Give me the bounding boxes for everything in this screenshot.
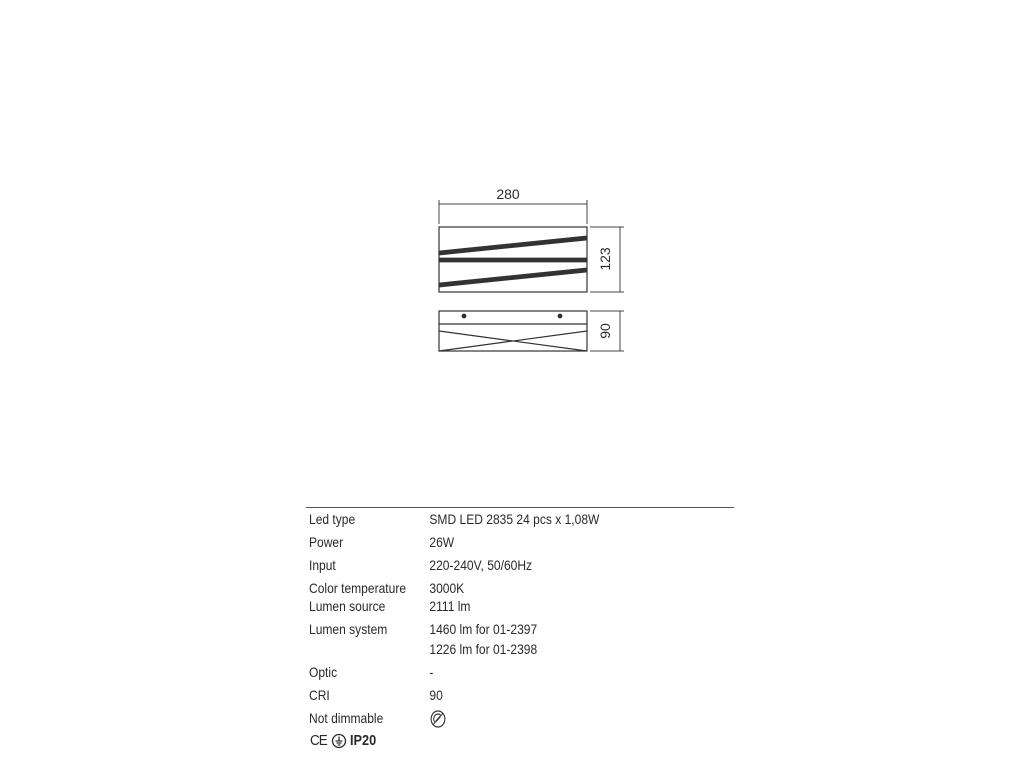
front-view	[439, 227, 587, 292]
spec-label: Color temperature	[309, 580, 407, 596]
spec-value: 26W	[429, 534, 455, 550]
spec-label: Input	[309, 557, 336, 573]
ip-rating: IP20	[349, 732, 377, 749]
spec-label: Power	[309, 534, 344, 550]
width-label: 280	[496, 186, 520, 202]
top-view	[439, 311, 587, 351]
spec-value: 90	[429, 687, 443, 703]
spec-value-list	[429, 620, 537, 658]
spec-row-optic	[309, 663, 670, 681]
spec-label: CRI	[309, 687, 330, 703]
spec-label: Not dimmable	[309, 710, 384, 726]
spec-value: 2111 lm	[429, 598, 471, 614]
depth-label: 90	[597, 323, 613, 339]
ce-mark-icon: CE	[309, 732, 327, 749]
not-dimmable-icon	[429, 709, 446, 729]
spec-value-line: 1226 lm for 01-2398	[429, 641, 538, 657]
spec-divider	[306, 507, 734, 508]
spec-row-power	[309, 533, 670, 551]
spec-row-dimmable	[309, 709, 670, 729]
spec-value: SMD LED 2835 24 pcs x 1,08W	[429, 511, 600, 527]
spec-label: Optic	[309, 664, 338, 680]
width-dimension	[439, 200, 587, 224]
spec-row-color-temperature	[309, 579, 670, 597]
spec-value	[429, 709, 446, 729]
spec-label: Led type	[309, 511, 356, 527]
spec-table	[309, 510, 729, 729]
spec-value: 3000K	[429, 580, 465, 596]
spec-label: Lumen system	[309, 621, 388, 637]
spec-row-lumen-system	[309, 620, 670, 658]
spec-row-led-type	[309, 510, 670, 528]
height-label: 123	[597, 247, 613, 271]
certification-marks	[309, 732, 381, 749]
spec-row-cri	[309, 686, 670, 704]
spec-value: -	[429, 664, 434, 680]
spec-label: Lumen source	[309, 598, 386, 614]
spec-row-lumen-source	[309, 597, 670, 615]
spec-value-line: 1460 lm for 01-2397	[429, 621, 538, 637]
class-1-earth-icon	[331, 733, 347, 749]
spec-row-input	[309, 556, 670, 574]
spec-value: 220-240V, 50/60Hz	[429, 557, 533, 573]
